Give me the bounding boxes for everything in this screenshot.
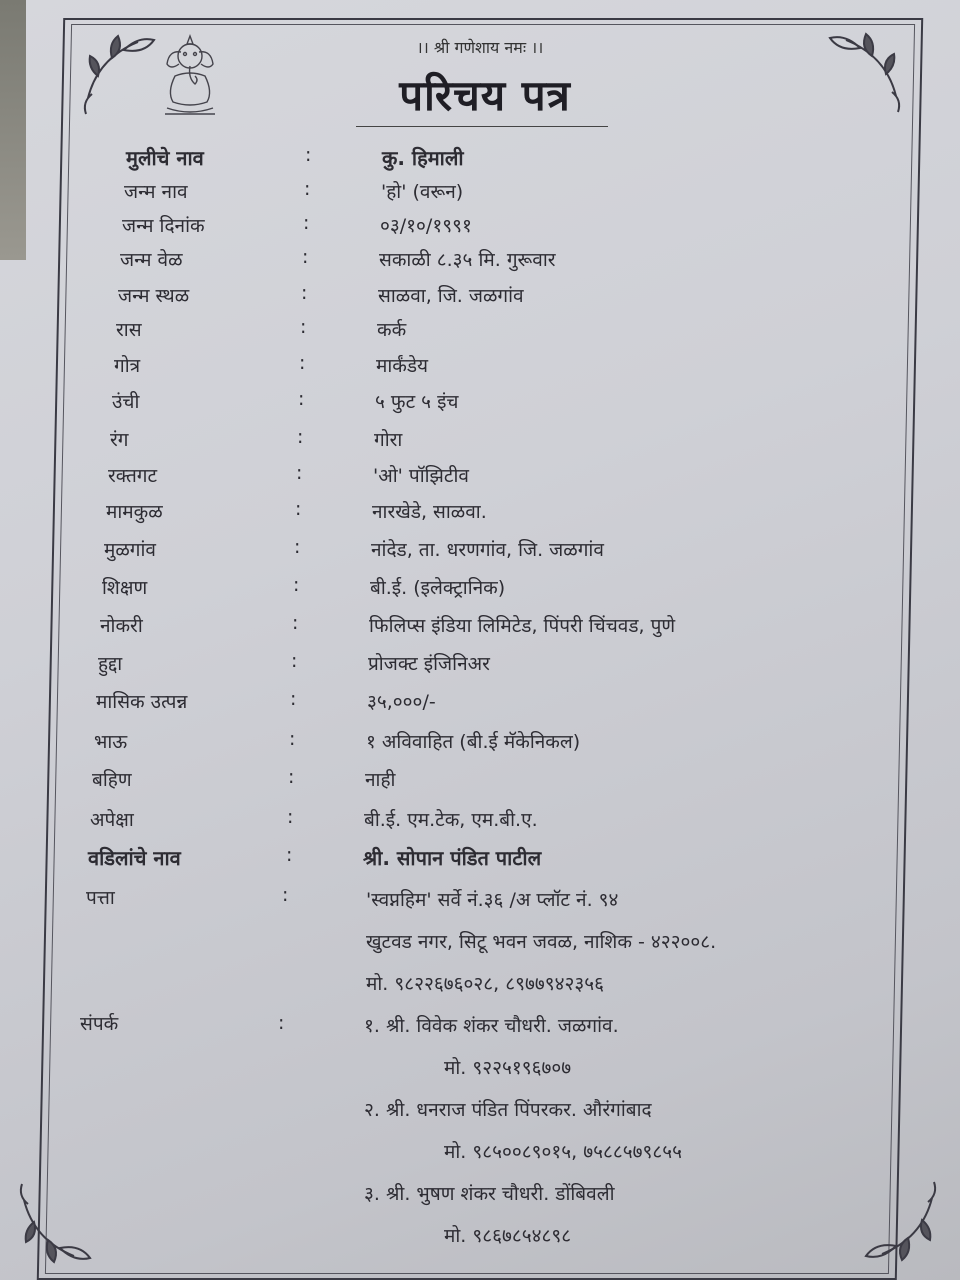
title-underline <box>356 126 608 127</box>
contact-line-1: १. श्री. विवेक शंकर चौधरी. जळगांव. <box>364 1015 619 1037</box>
field-colon: : <box>300 316 307 338</box>
contact-line-4: मो. ९८५००८९०१५, ७५८८५७९८५५ <box>444 1141 683 1163</box>
field-value: ५ फुट ५ इंच <box>375 391 459 413</box>
field-colon: : <box>290 688 297 710</box>
field-colon: : <box>301 282 308 304</box>
field-colon: : <box>302 246 309 268</box>
field-colon: : <box>304 178 311 200</box>
field-label: मामकुळ <box>106 501 163 523</box>
contact-colon: : <box>278 1012 285 1034</box>
page-title: परिचय पत्र <box>399 71 571 120</box>
field-value: 'हो' (वरून) <box>381 181 464 203</box>
field-label: जन्म नाव <box>124 181 188 203</box>
field-label: रक्तगट <box>108 465 158 487</box>
field-label: नोकरी <box>100 615 143 637</box>
field-label: गोत्र <box>114 355 141 377</box>
field-value: ०३/१०/१९९१ <box>380 215 472 237</box>
field-value: नाही <box>365 769 396 791</box>
field-label: उंची <box>112 391 140 413</box>
address-line-3: मो. ९८२२६७६०२८, ८९७७९४२३५६ <box>366 973 605 995</box>
address-colon: : <box>282 884 289 906</box>
field-value: मार्कंडेय <box>376 355 429 377</box>
field-label: अपेक्षा <box>90 809 134 831</box>
field-label: जन्म दिनांक <box>122 215 205 237</box>
field-label: जन्म स्थळ <box>118 285 190 307</box>
field-label: मुळगांव <box>104 539 156 561</box>
contact-line-3: २. श्री. धनराज पंडित पिंपरकर. औरंगांबाद <box>364 1099 652 1121</box>
field-value: प्रोजक्ट इंजिनिअर <box>368 653 490 675</box>
field-colon: : <box>296 462 303 484</box>
field-colon: : <box>293 574 300 596</box>
field-value: फिलिप्स इंडिया लिमिटेड, पिंपरी चिंचवड, पुणे <box>369 615 676 637</box>
field-value: बी.ई. एम.टेक, एम.बी.ए. <box>364 809 538 831</box>
field-value: सकाळी ८.३५ मि. गुरूवार <box>379 249 556 271</box>
field-colon: : <box>286 844 293 866</box>
address-line-1: 'स्वप्नहिम' सर्वे नं.३६ /अ प्लॉट नं. ९४ <box>366 889 619 911</box>
field-colon: : <box>294 536 301 558</box>
contact-line-5: ३. श्री. भुषण शंकर चौधरी. डोंबिवली <box>364 1183 615 1205</box>
field-colon: : <box>297 426 304 448</box>
field-value: १ अविवाहित (बी.ई मॅकेनिकल) <box>366 731 581 753</box>
field-colon: : <box>295 498 302 520</box>
field-label: रास <box>116 319 142 341</box>
field-colon: : <box>299 352 306 374</box>
field-value: नारखेडे, साळवा. <box>372 501 487 523</box>
corner-flourish-bottom-right-icon <box>852 1178 942 1268</box>
field-colon: : <box>298 388 305 410</box>
contact-line-2: मो. ९२२५१९६७०७ <box>444 1057 572 1079</box>
field-label: मुलीचे नाव <box>126 146 204 170</box>
corner-flourish-bottom-left-icon <box>14 1180 104 1270</box>
field-label: रंग <box>110 429 129 451</box>
address-line-2: खुटवड नगर, सिटू भवन जवळ, नाशिक - ४२२००८. <box>366 931 717 953</box>
field-value: नांदेड, ता. धरणगांव, जि. जळगांव <box>371 539 604 561</box>
field-colon: : <box>289 728 296 750</box>
field-value: साळवा, जि. जळगांव <box>378 285 524 307</box>
field-label: हुद्दा <box>98 653 123 675</box>
contact-line-6: मो. ९८६७८५४८९८ <box>444 1225 572 1247</box>
field-colon: : <box>305 144 312 166</box>
address-label: पत्ता <box>86 887 115 909</box>
field-label: बहिण <box>92 769 132 791</box>
field-label: मासिक उत्पन्न <box>96 691 188 713</box>
field-colon: : <box>291 650 298 672</box>
field-value: श्री. सोपान पंडित पाटील <box>363 846 542 870</box>
field-colon: : <box>287 806 294 828</box>
field-colon: : <box>288 766 295 788</box>
field-colon: : <box>292 612 299 634</box>
field-value: कु. हिमाली <box>382 146 464 170</box>
field-value: कर्क <box>377 319 407 341</box>
field-label: शिक्षण <box>102 577 148 599</box>
field-value: बी.ई. (इलेक्ट्रानिक) <box>370 577 506 599</box>
field-value: 'ओ' पॉझिटीव <box>373 465 469 487</box>
field-value: गोरा <box>374 429 403 451</box>
field-label: वडिलांचे नाव <box>88 846 181 870</box>
field-value: ३५,०००/- <box>367 691 436 713</box>
field-label: जन्म वेळ <box>120 249 183 271</box>
field-label: भाऊ <box>94 731 128 753</box>
field-colon: : <box>303 212 310 234</box>
contact-label: संपर्क <box>80 1013 119 1035</box>
invocation-text: ।। श्री गणेशाय नमः ।। <box>416 38 544 57</box>
